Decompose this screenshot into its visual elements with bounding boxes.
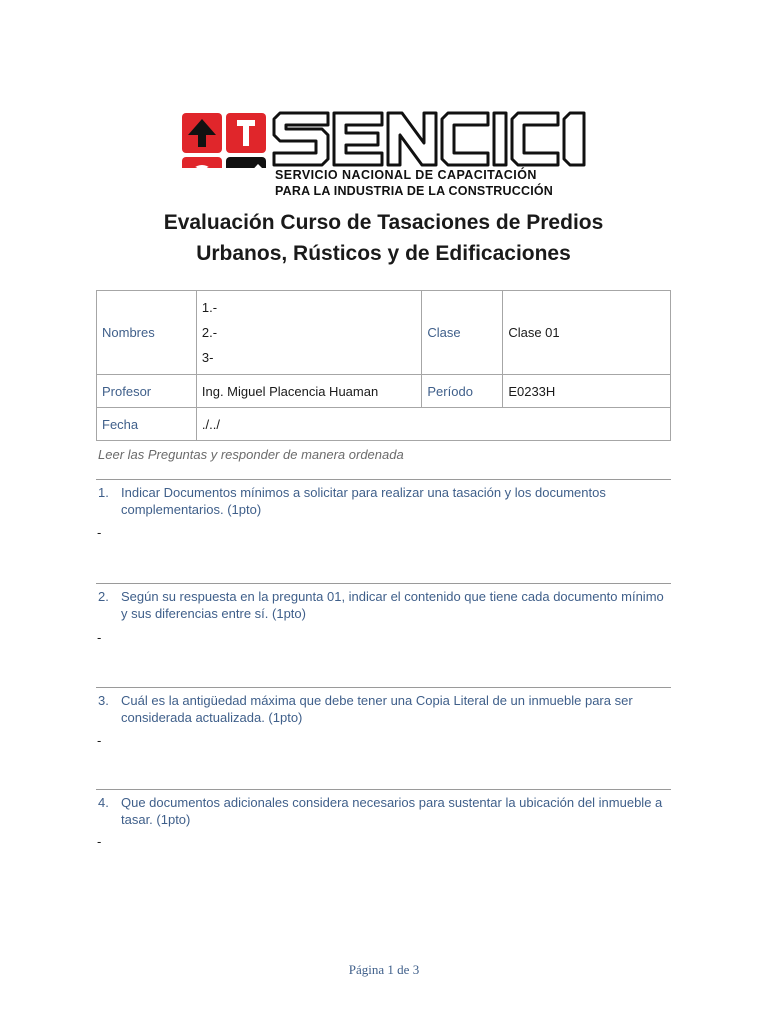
title-line1: Evaluación Curso de Tasaciones de Predios [163, 211, 604, 234]
nombre-2: 2.- [201, 325, 218, 340]
fecha-value: ./../ [196, 408, 670, 441]
clase-label: Clase [422, 291, 503, 375]
page-number-footer: Página 1 de 3 [348, 962, 420, 977]
question-number: 4. [98, 795, 109, 810]
answer-4[interactable]: - [97, 834, 102, 849]
sencico-logo-graphic [182, 110, 586, 168]
nombres-label: Nombres [97, 291, 197, 375]
nombre-1: 1.- [201, 300, 218, 315]
question-4 [96, 789, 671, 828]
answer-2[interactable]: - [97, 630, 102, 645]
instructions-text: Leer las Preguntas y responder de manera ordenada [98, 447, 404, 462]
sencico-logo [182, 110, 586, 202]
fecha-label: Fecha [97, 408, 197, 441]
periodo-label: Período [422, 375, 503, 408]
clase-value: Clase 01 [503, 291, 671, 375]
question-1 [96, 479, 671, 518]
table-row [97, 408, 671, 441]
logo-tagline-line1: SERVICIO NACIONAL DE CAPACITACIÓN [275, 168, 537, 182]
answer-3[interactable]: - [97, 733, 102, 748]
nombres-values [196, 291, 422, 375]
question-2 [96, 583, 671, 622]
answer-1[interactable]: - [97, 525, 102, 540]
question-text: Que documentos adicionales considera necesarios para sustentar la ubicación del inmueble a tasar. (1pto) [121, 795, 663, 827]
question-number: 2. [98, 589, 109, 604]
question-3 [96, 687, 671, 726]
profesor-label: Profesor [97, 375, 197, 408]
periodo-value: E0233H [503, 375, 671, 408]
table-row [97, 291, 671, 375]
logo-tagline-line2: PARA LA INDUSTRIA DE LA CONSTRUCCIÓN [275, 184, 554, 198]
profesor-value: Ing. Miguel Placencia Huaman [196, 375, 422, 408]
question-text: Indicar Documentos mínimos a solicitar para realizar una tasación y los documentos complementarios. (1pto) [121, 485, 606, 517]
question-number: 1. [98, 485, 109, 500]
question-text: Cuál es la antigüedad máxima que debe tener una Copia Literal de un inmueble para ser considerada actualizada. (1pto) [121, 693, 633, 725]
table-row [97, 375, 671, 408]
nombre-3: 3- [201, 350, 214, 365]
question-text: Según su respuesta en la pregunta 01, indicar el contenido que tiene cada documento mínimo y sus diferencias entre sí. (1pto) [121, 589, 664, 621]
document-title [96, 207, 671, 269]
question-number: 3. [98, 693, 109, 708]
title-line2: Urbanos, Rústicos y de Edificaciones [196, 242, 571, 265]
student-info-table [96, 290, 671, 441]
